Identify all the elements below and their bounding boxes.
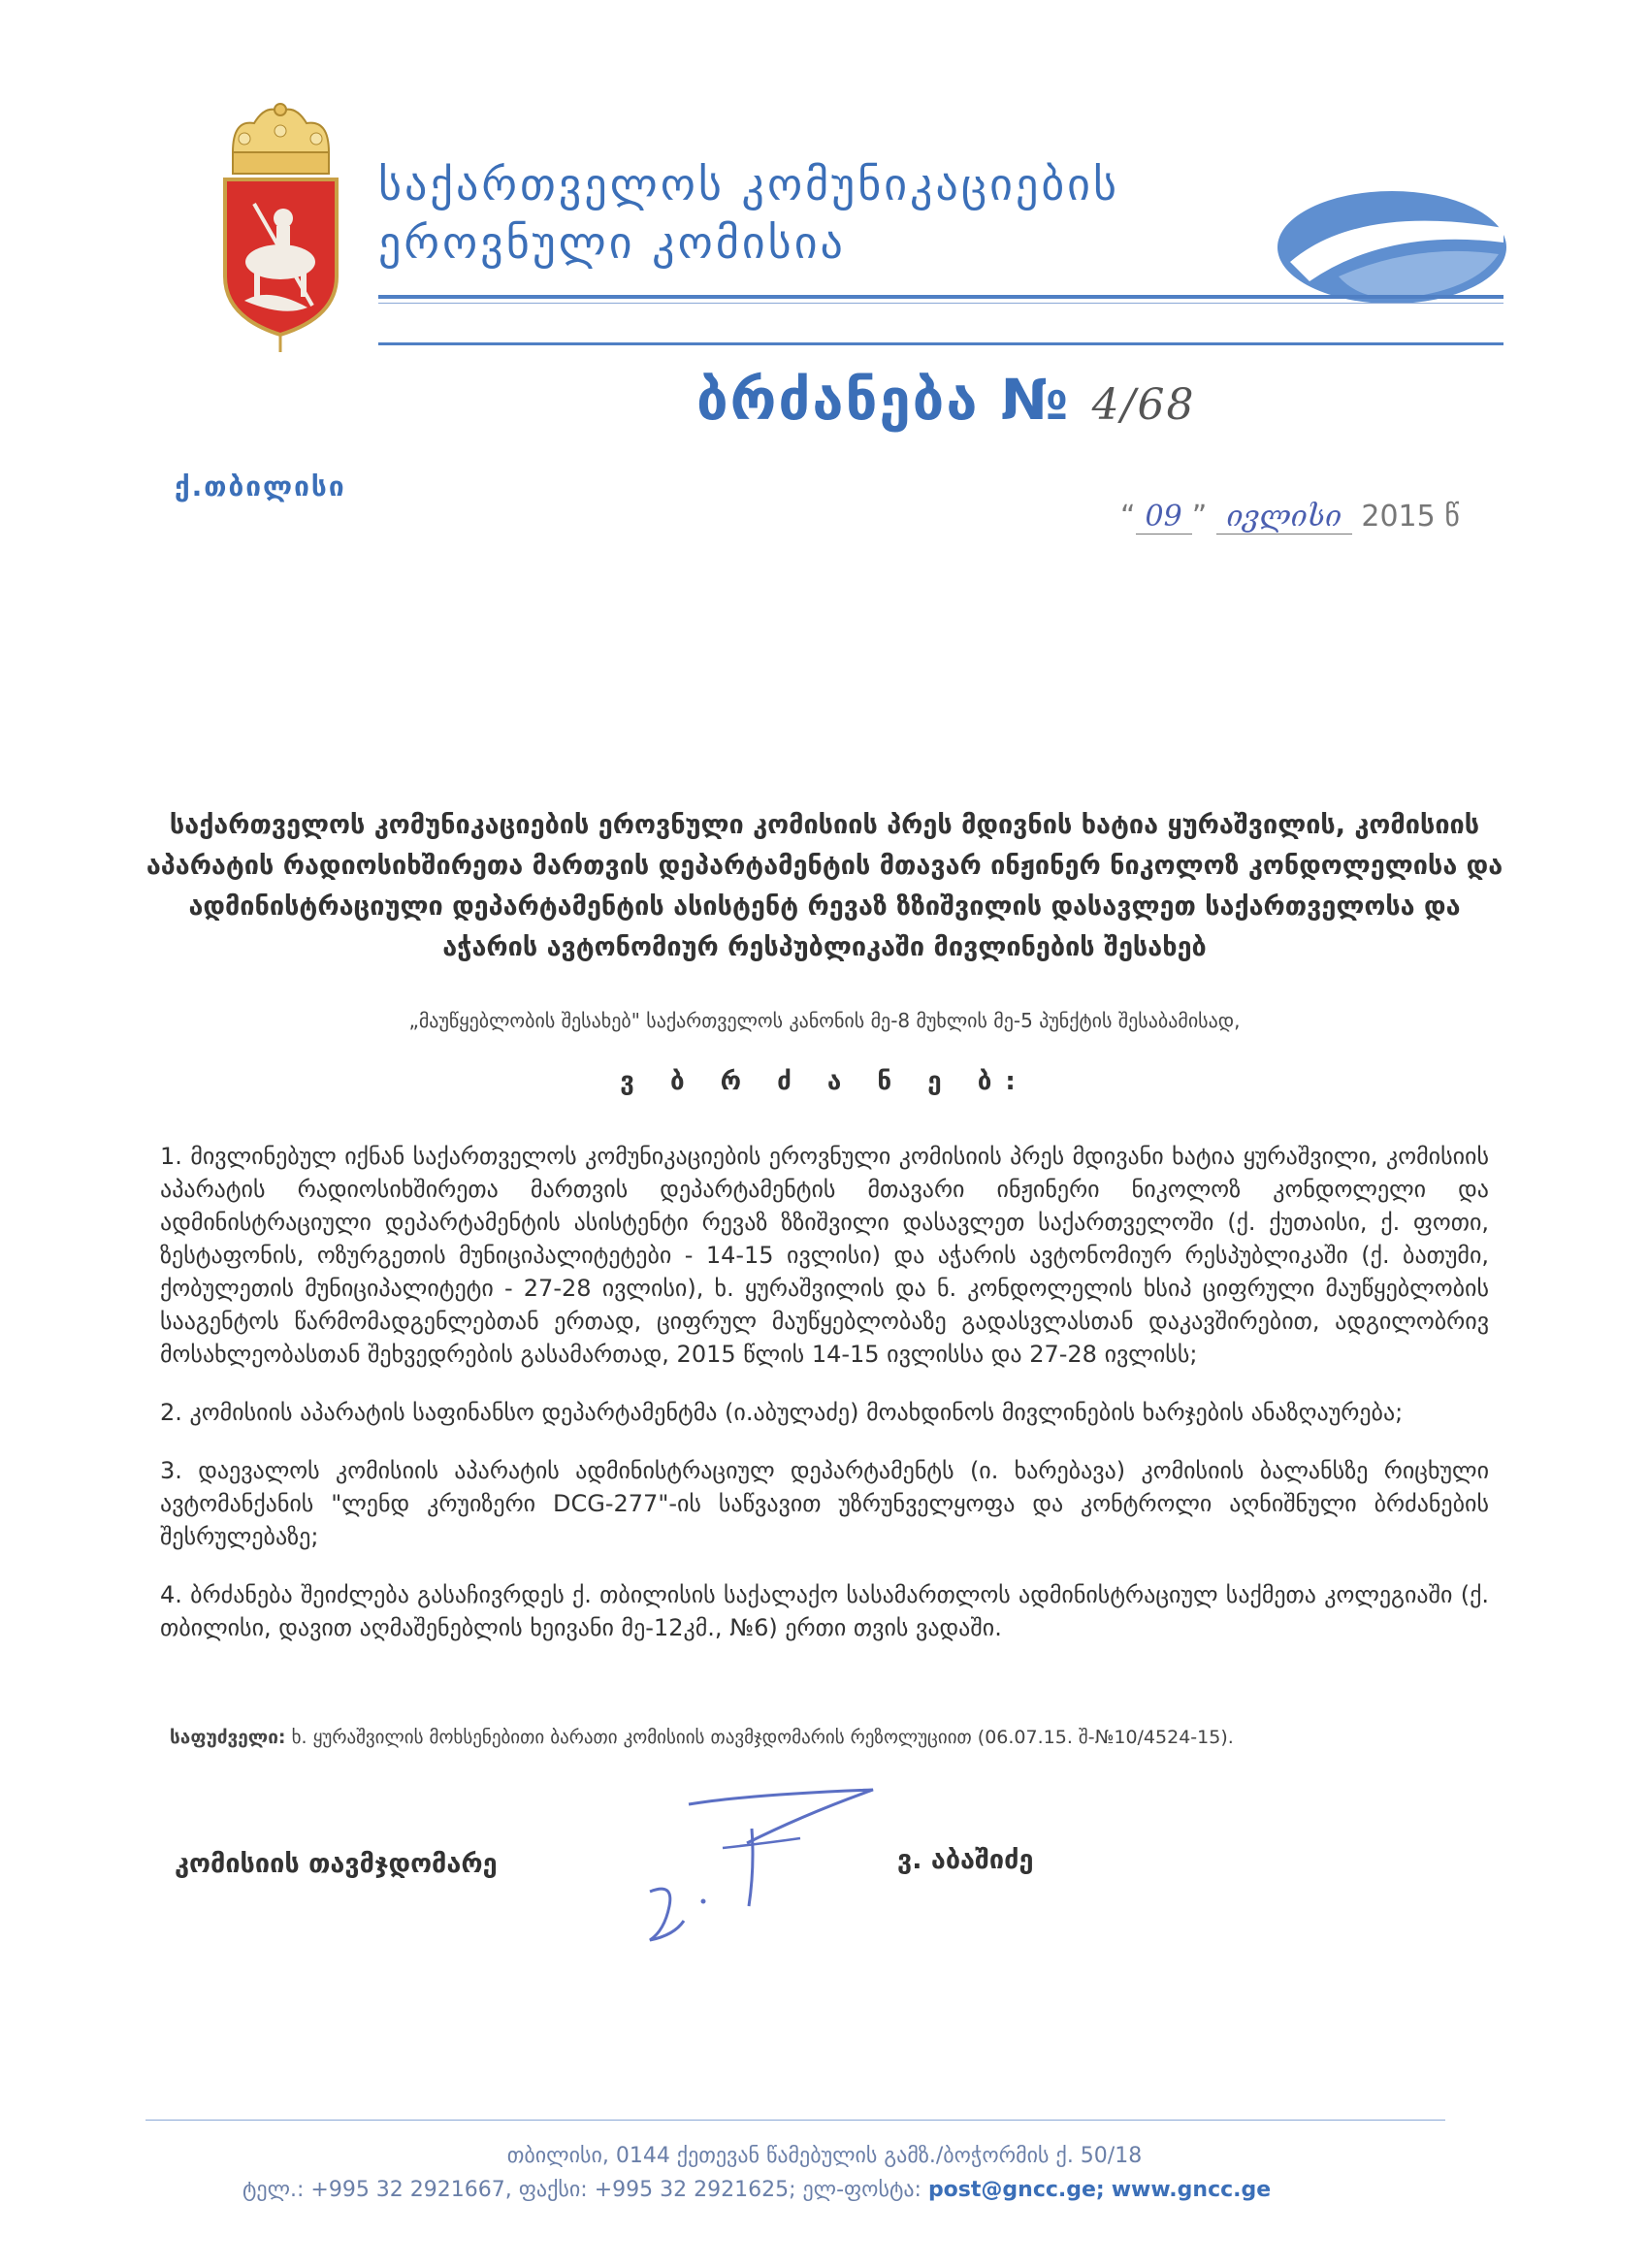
order-date: “ 09 ” ივლისი 2015 წ bbox=[1120, 500, 1460, 534]
city-label: ქ.თბილისი bbox=[175, 470, 346, 502]
organization-name-line1: საქართველოს კომუნიკაციების bbox=[378, 158, 1119, 211]
order-title bbox=[696, 367, 1195, 433]
phone-number: +995 32 2921667, bbox=[310, 2178, 512, 2202]
signer-title: კომისიის თავმჯდომარე bbox=[175, 1849, 498, 1879]
header-rule-lower bbox=[378, 342, 1504, 345]
document-subject: საქართველოს კომუნიკაციების ეროვნული კომისიის პრეს მდივნის ხატია ყურაშვილის, კომისიის აპარატის რადიოსიხშირეთა მართვის დეპარტამენტის მთავარ ინჟინერ ნიკოლოზ კონდოლელისა და ადმინისტრაციული დეპარტამენტის ასისტენტ რევაზ ზზიშვილის დასავლეთ საქართველოსა და აჭარის ავტონომიურ რესპუბლიკაში მივლინების შესახებ bbox=[146, 810, 1504, 962]
signer-name: ვ. აბაშიძე bbox=[897, 1845, 1034, 1875]
footer-rule bbox=[146, 2120, 1445, 2121]
order-item: 2. კომისიის აპარატის საფინანსო დეპარტამენტმა (ი.აბულაძე) მოახდინოს მივლინების ხარჯების ანაზღაურება; bbox=[160, 1399, 1404, 1426]
commission-logo-icon bbox=[1271, 184, 1513, 310]
date-suffix: წ bbox=[1444, 500, 1460, 534]
foundation-text: ხ. ყურაშვილის მოხსენებითი ბარათი კომისიის თავმჯდომარის რეზოლუციით (06.07.15. შ-№10/4524-15). bbox=[291, 1727, 1234, 1748]
order-number: 4/68 bbox=[1091, 380, 1196, 430]
order-item: 4. ბრძანება შეიძლება გასაჩივრდეს ქ. თბილისის საქალაქო სასამართლოს ადმინისტრაციულ საქმეთა კოლეგიაში (ქ. თბილისი, დავით აღმაშენებლის ხეივანი მე-12კმ., №6) ერთი თვის ვადაში. bbox=[160, 1581, 1489, 1641]
phone-label: ტელ.: bbox=[242, 2178, 305, 2202]
date-month: ივლისი bbox=[1216, 500, 1352, 535]
header-rule-thin bbox=[378, 303, 1504, 304]
order-item: 1. მივლინებულ იქნან საქართველოს კომუნიკაციების ეროვნული კომისიის პრეს მდივანი ხატია ყურაშვილი, კომისიის აპარატის რადიოსიხშირეთა მართვის დეპარტამენტის მთავარი ინჟინერი ნიკოლოზ კონდოლელი და ადმინისტრაციული დეპარტამენტის ასისტენტი რევაზ ზზიშვილი დასავლეთ საქართველოში (ქ. ქუთაისი, ქ. ფოთი, ზესტაფონის, ოზურგეთის მუნიციპალიტეტები - 14-15 ივლისი) და აჭარის ავტონომიურ რესპუბლიკაში (ქ. ბათუმი, ქობულეთის მუნიციპალიტეტი - 27-28 ივლისი), ხ. ყურაშვილის და ნ. კონდოლელის ხსიპ ციფრული მაუწყებლობის სააგენტოს წარმომადგენლებთან ერთად, ციფრულ მაუწყებლობაზე გადასვლასთან დაკავშირებით, ადგილობრივ მოსახლეობასთან შეხვედრების გასამართად, 2015 წლის 14-15 ივლისსა და 27-28 ივლისს; bbox=[160, 1143, 1489, 1368]
organization-name-line2: ეროვნული კომისია bbox=[378, 216, 846, 269]
footer-address: თბილისი, 0144 ქეთევან წამებულის გამზ./ბოჭორმის ქ. 50/18 bbox=[506, 2144, 1143, 2168]
footer-contacts bbox=[242, 2178, 1271, 2202]
email-link[interactable]: post@gncc.ge; bbox=[927, 2178, 1105, 2202]
website-link[interactable]: www.gncc.ge bbox=[1111, 2178, 1272, 2202]
date-day: 09 bbox=[1136, 500, 1192, 535]
date-year: 2015 bbox=[1361, 500, 1436, 534]
fax-label: ფაქსი: bbox=[518, 2178, 588, 2202]
header-rule bbox=[378, 295, 1504, 299]
order-label: ბრძანება № bbox=[696, 367, 1071, 433]
order-items bbox=[160, 1140, 1489, 1669]
order-heading: ვ ბ რ ძ ა ნ ე ბ: bbox=[620, 1067, 1029, 1096]
foundation-label: საფუძველი: bbox=[170, 1727, 286, 1748]
fax-number: +995 32 2921625; bbox=[594, 2178, 796, 2202]
coat-of-arms-icon bbox=[215, 102, 346, 354]
handwritten-signature-icon bbox=[630, 1775, 892, 1950]
email-label: ელ-ფოსტა: bbox=[802, 2178, 922, 2202]
organization-name bbox=[378, 155, 1119, 272]
order-item: 3. დაევალოს კომისიის აპარატის ადმინისტრაციულ დეპარტამენტს (ი. ხარებავა) კომისიის ბალანსზე რიცხული ავტომანქანის "ლენდ კრუიზერი DCG-277"-ის საწვავით უზრუნველყოფა და კონტროლი აღნიშნული ბრძანების შესრულებაზე; bbox=[160, 1457, 1489, 1550]
legal-basis: „მაუწყებლობის შესახებ" საქართველოს კანონის მე-8 მუხლის მე-5 პუნქტის შესაბამისად, bbox=[408, 1009, 1241, 1032]
foundation-note bbox=[170, 1727, 1528, 1748]
